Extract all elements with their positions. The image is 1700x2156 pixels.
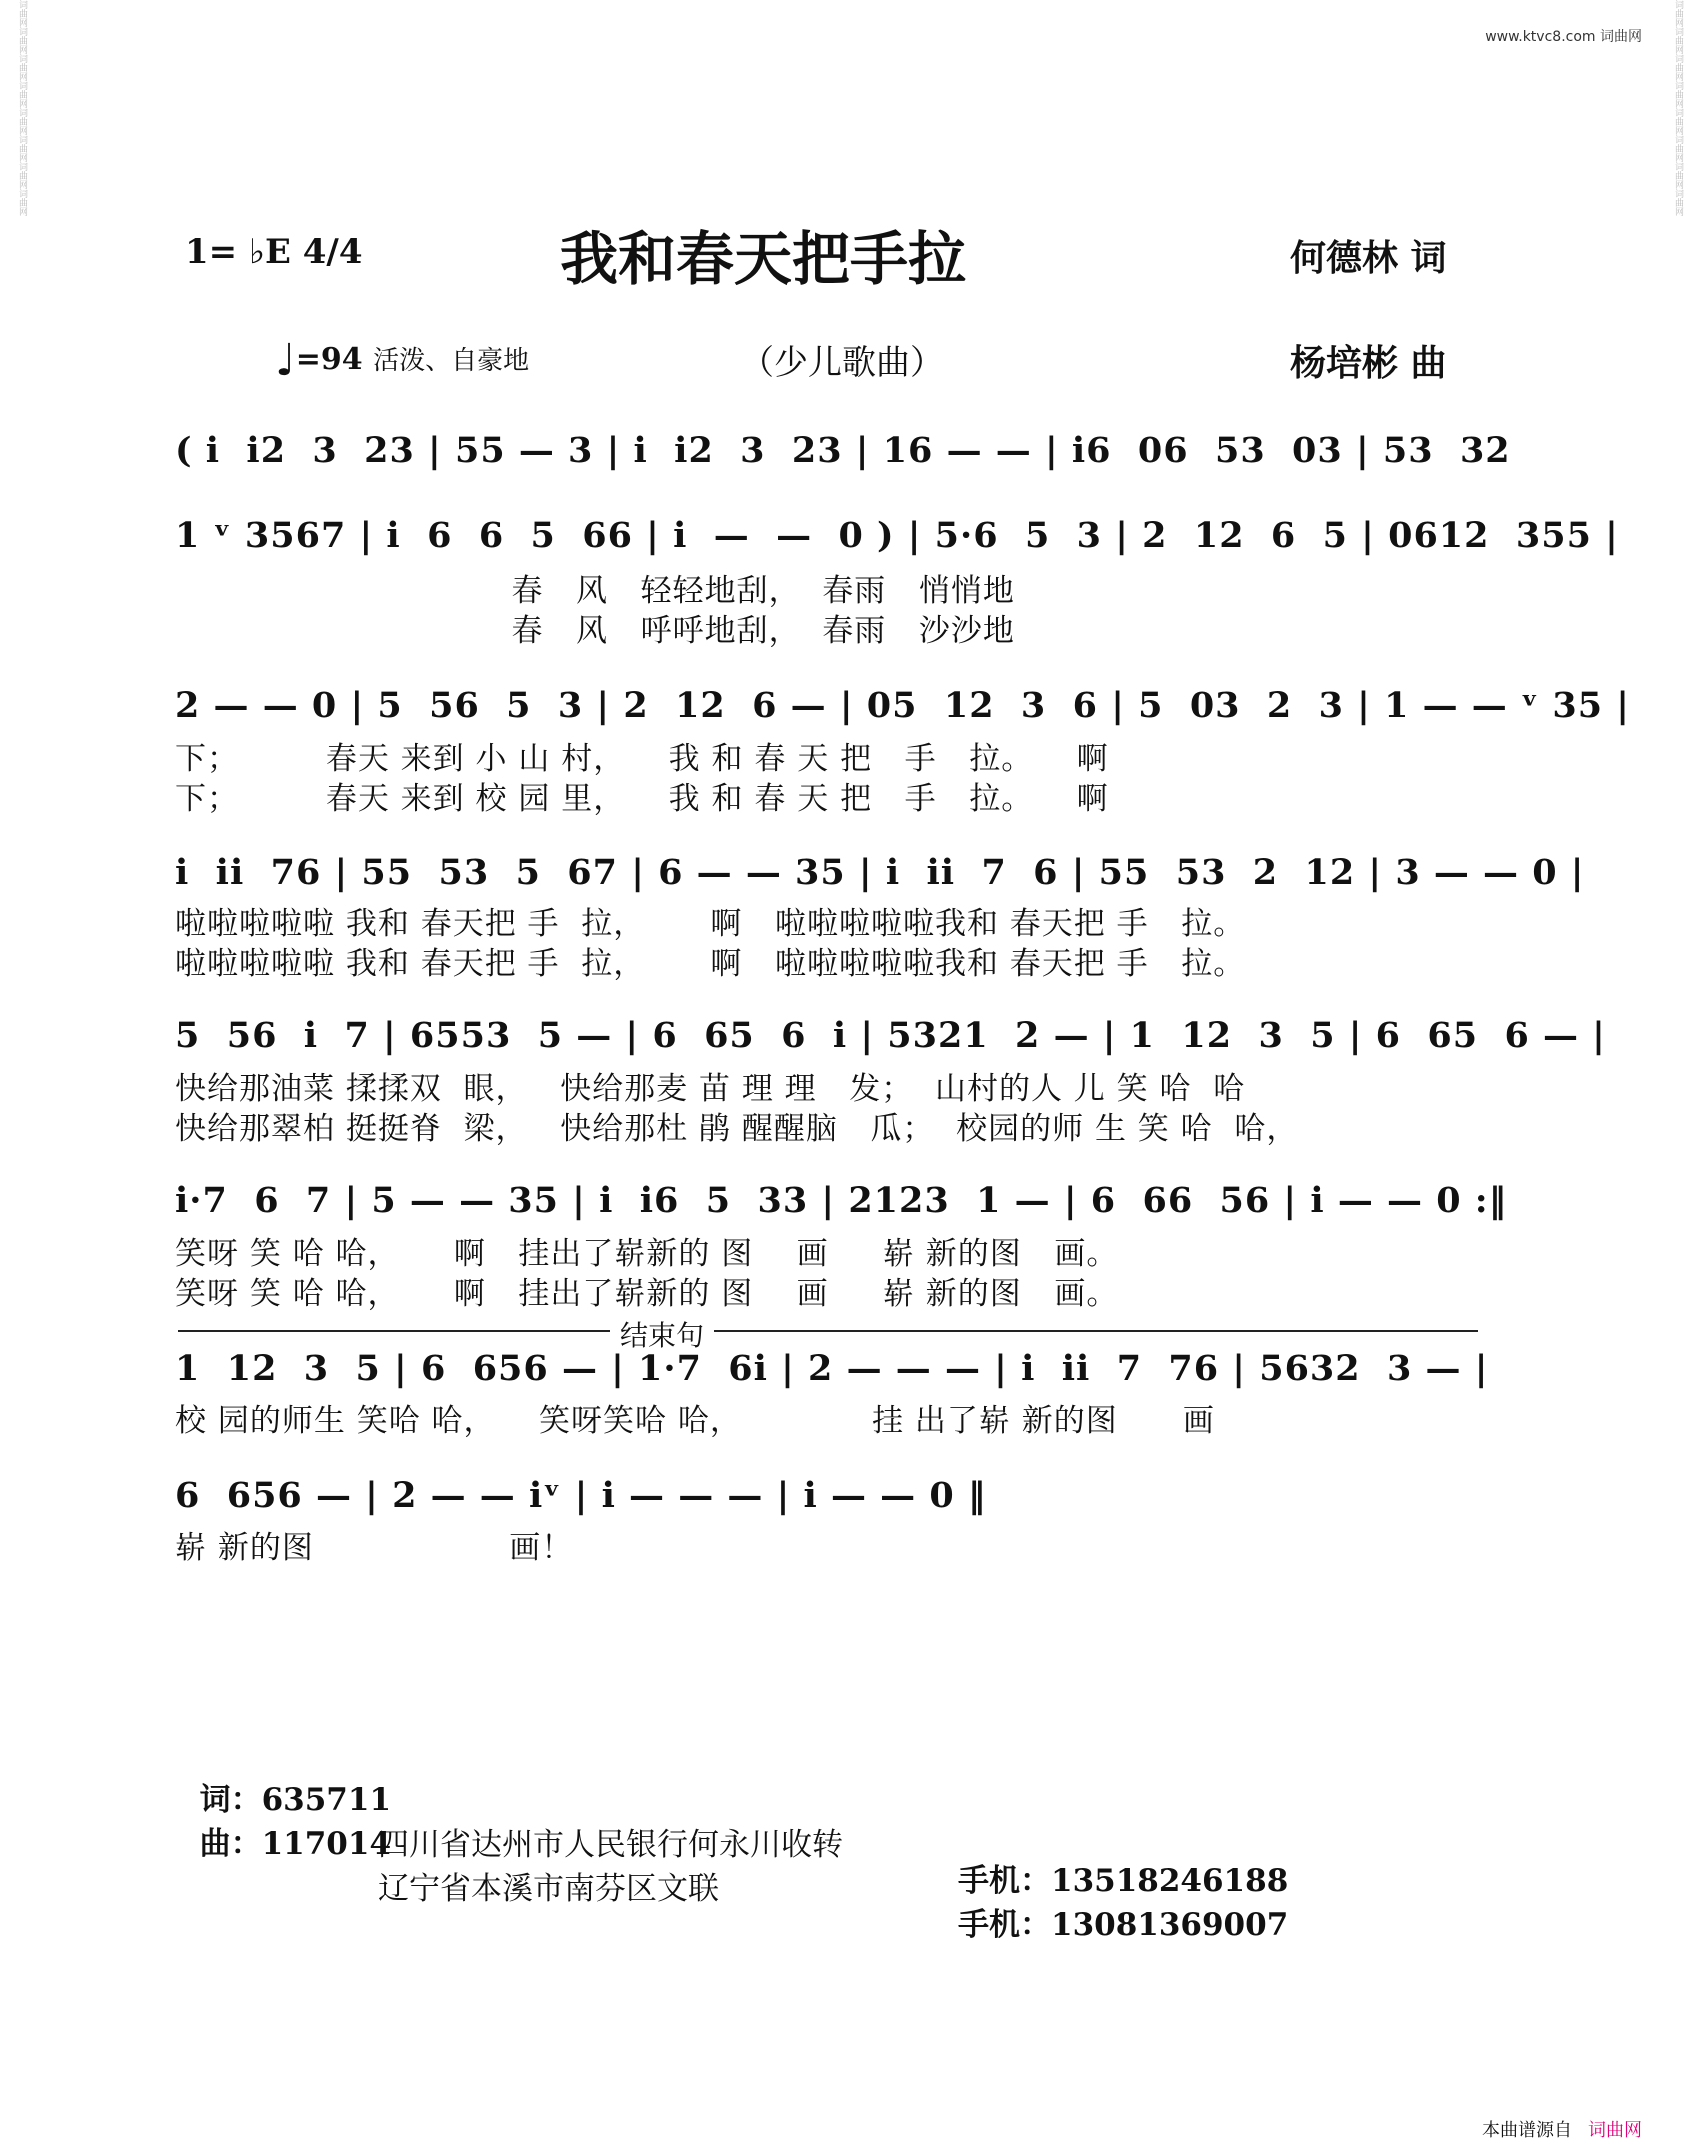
notation-row: 1 12 3 5 | 6 656 — | 1·7 6i | 2 — — — | i ii 7 76 | 5632 3 — | [175,1348,1489,1389]
key-signature: 1= ♭E 4/4 [185,232,363,272]
footer-brand-link[interactable]: 词曲网 [1588,2120,1642,2141]
song-subtitle: （少儿歌曲） [740,343,944,383]
contact-phone: 手机：13518246188 [958,1863,1289,1899]
lyric-line: 春 风 呼呼地刮， 春雨 沙沙地 [175,613,1015,649]
site-url: www.ktvc8.com 词曲网 [1485,29,1642,45]
notation-row: ( i i2 3 23 | 55 — 3 | i i2 3 23 | 16 — — | i6 06 53 03 | 53 32 [175,430,1511,471]
lyric-line: 春 风 轻轻地刮， 春雨 悄悄地 [175,573,1015,609]
contact-label: 词：635711 [199,1782,392,1818]
contact-address: 四川省达州市人民银行何永川收转 [378,1827,843,1863]
lyric-line: 校 园的师生 笑哈 哈， 笑呀笑哈 哈， 挂 出了崭 新的图 画 [175,1403,1215,1439]
lyric-line: 下； 春天 来到 校 园 里， 我 和 春 天 把 手 拉。 啊 [175,781,1109,817]
lyric-line: 啦啦啦啦啦 我和 春天把 手 拉， 啊 啦啦啦啦啦我和 春天把 手 拉。 [175,946,1246,982]
left-watermark-strip: 词曲网 词曲网 词曲网 词曲网 词曲网 词曲网 词曲网 词曲网 [17,0,27,216]
notation-row: 1 ᵛ 3567 | i 6 6 5 66 | i — — 0 ) | 5·6 5 3 | 2 12 6 5 | 0612 355 | [175,515,1619,556]
quarter-note-icon: ♩ [275,335,296,386]
notation-row: 6 656 — | 2 — — iᵛ | i — — — | i — — 0 ‖ [175,1475,987,1516]
ending-label: 结束句 [610,1314,714,1354]
lyric-line: 快给那油菜 揉揉双 眼， 快给那麦 苗 理 理 发； 山村的人 儿 笑 哈 哈 [175,1071,1246,1107]
notation-row: 2 — — 0 | 5 56 5 3 | 2 12 6 — | 05 12 3 6 | 5 03 2 3 | 1 — — ᵛ 35 | [175,685,1630,726]
lyric-line: 啦啦啦啦啦 我和 春天把 手 拉， 啊 啦啦啦啦啦我和 春天把 手 拉。 [175,906,1246,942]
lyric-line: 崭 新的图 画！ [175,1530,574,1566]
lyric-line: 笑呀 笑 哈 哈， 啊 挂出了崭新的 图 画 崭 新的图 画。 [175,1276,1119,1312]
song-title: 我和春天把手拉 [560,225,967,293]
composer: 杨培彬 曲 [1290,342,1447,384]
lyricist: 何德林 词 [1290,237,1447,279]
contact-address: 辽宁省本溪市南芬区文联 [378,1871,719,1907]
contact-label: 曲：117014 [199,1826,392,1862]
notation-row: 5 56 i 7 | 6553 5 — | 6 65 6 i | 5321 2 — | 1 12 3 5 | 6 65 6 — | [175,1015,1606,1056]
tempo-value: =94 [295,342,363,377]
footer-source-text: 本曲谱源自 [1482,2120,1572,2141]
tempo-expression: 活泼、自豪地 [373,346,530,376]
lyric-line: 下； 春天 来到 小 山 村， 我 和 春 天 把 手 拉。 啊 [175,741,1109,777]
tempo-marking [275,335,529,386]
right-watermark-strip: 词曲网 词曲网 词曲网 词曲网 词曲网 词曲网 词曲网 词曲网 [1673,0,1683,216]
footer-credit [1482,2116,1642,2142]
lyric-line: 笑呀 笑 哈 哈， 啊 挂出了崭新的 图 画 崭 新的图 画。 [175,1236,1119,1272]
lyric-line: 快给那翠柏 挺挺脊 梁， 快给那杜 鹃 醒醒脑 瓜； 校园的师 生 笑 哈 哈， [175,1111,1299,1147]
ending-bracket-line [178,1330,1478,1332]
contact-phone: 手机：13081369007 [958,1907,1289,1943]
notation-row: i·7 6 7 | 5 — — 35 | i i6 5 33 | 2123 1 — | 6 66 56 | i — — 0 :‖ [175,1180,1508,1221]
notation-row: i ii 76 | 55 53 5 67 | 6 — — 35 | i ii 7 6 | 55 53 2 12 | 3 — — 0 | [175,852,1585,893]
